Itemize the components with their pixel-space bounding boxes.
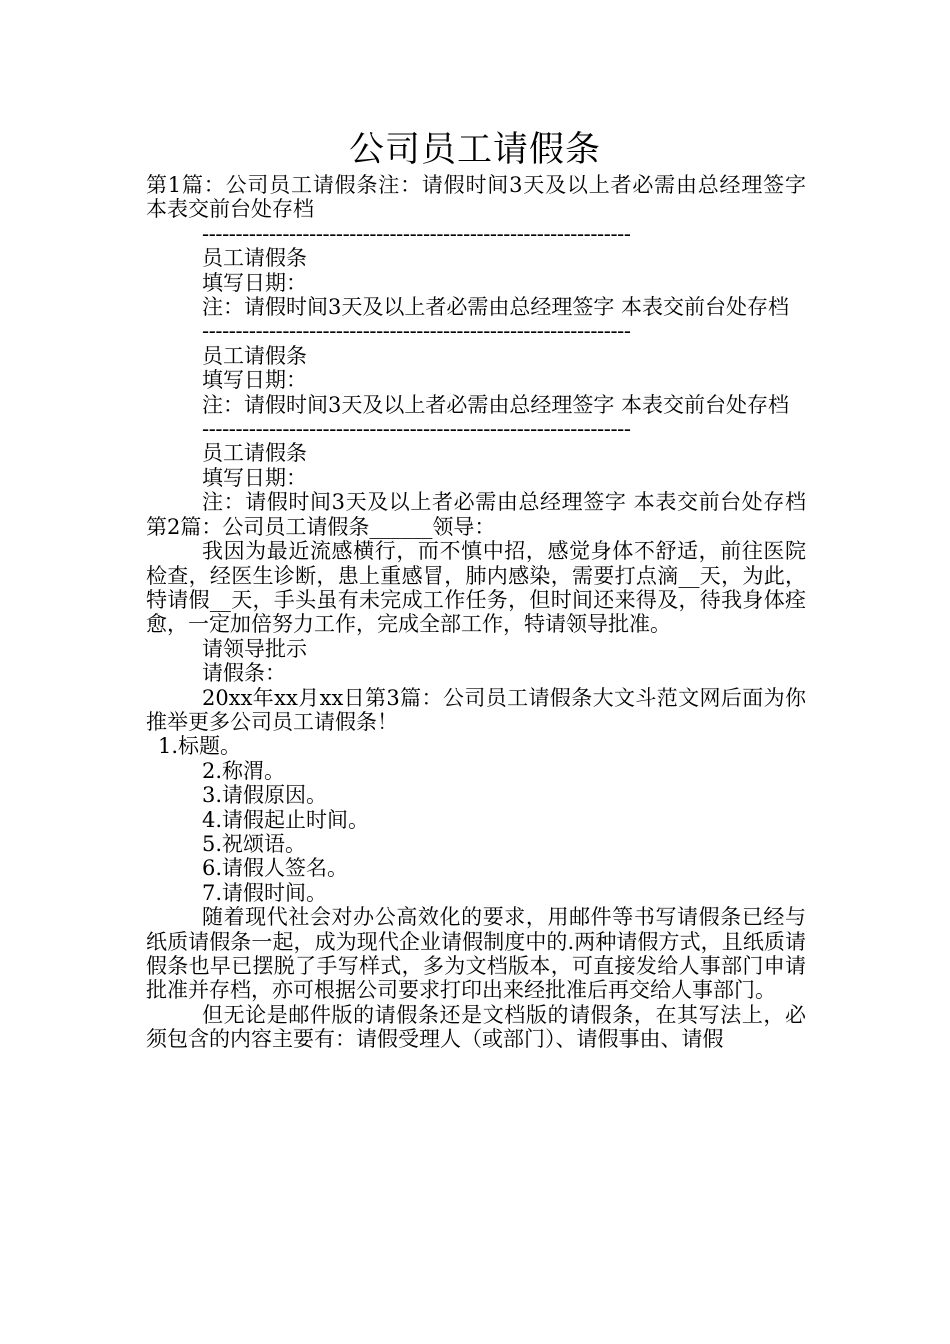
fill-date-label: 填写日期： [202,270,307,295]
note-text: 注：请假时间3天及以上者必需由总经理签字 本表交前台处存档 [202,295,790,320]
document-body [146,173,806,1052]
leave-slip-label: 请假条： [202,661,286,686]
note-text: 注：请假时间3天及以上者必需由总经理签字 本表交前台处存档第2篇：公司员工请假条______领导： [146,490,806,539]
separator-line: ---------------------------------------------------------------- [202,319,631,344]
list-item: 5.祝颂语。 [202,831,307,856]
body-paragraph: 但无论是邮件版的请假条还是文档版的请假条，在其写法上，必须包含的内容主要有：请假受理人（或部门）、请假事由、请假 [146,1002,806,1052]
list-item: 4.请假起止时间。 [202,807,370,832]
leave-letter-body: 我因为最近流感横行，而不慎中招，感觉身体不舒适，前往医院检查，经医生诊断，患上重感冒，肺内感染，需要打点滴__天，为此，特请假__天，手头虽有未完成工作任务，但时间还来得及，待我身体痊愈，一定加倍努力工作，完成全部工作，特请领导批准。 [146,539,806,637]
list-item: 3.请假原因。 [202,783,328,808]
body-paragraph: 随着现代社会对办公高效化的要求，用邮件等书写请假条已经与纸质请假条一起，成为现代企业请假制度中的.两种请假方式，且纸质请假条也早已摆脱了手写样式，多为文档版本，可直接发给人事部门申请批准并存档，亦可根据公司要求打印出来经批准后再交给人事部门。 [146,905,806,1003]
list-item: 1.标题。 [158,734,242,759]
form-heading: 员工请假条 [202,246,307,271]
document-title: 公司员工请假条 [348,130,601,170]
separator-line: ---------------------------------------------------------------- [202,221,631,246]
paragraph-1: 第1篇：公司员工请假条注：请假时间3天及以上者必需由总经理签字 本表交前台处存档 [146,173,806,222]
form-heading: 员工请假条 [202,343,307,368]
list-item: 2.称渭。 [202,758,286,783]
fill-date-label: 填写日期： [202,368,307,393]
date-and-section-3: 20xx年xx月xx日第3篇：公司员工请假条大文斗范文网后面为你推举更多公司员工请假条！ [146,685,806,734]
note-text: 注：请假时间3天及以上者必需由总经理签字 本表交前台处存档 [202,392,790,417]
list-item: 7.请假时间。 [202,880,328,905]
fill-date-label: 填写日期： [202,465,307,490]
form-heading: 员工请假条 [202,441,307,466]
approval-request: 请领导批示 [202,636,307,661]
list-item: 6.请假人签名。 [202,856,349,881]
separator-line: ---------------------------------------------------------------- [202,417,631,442]
